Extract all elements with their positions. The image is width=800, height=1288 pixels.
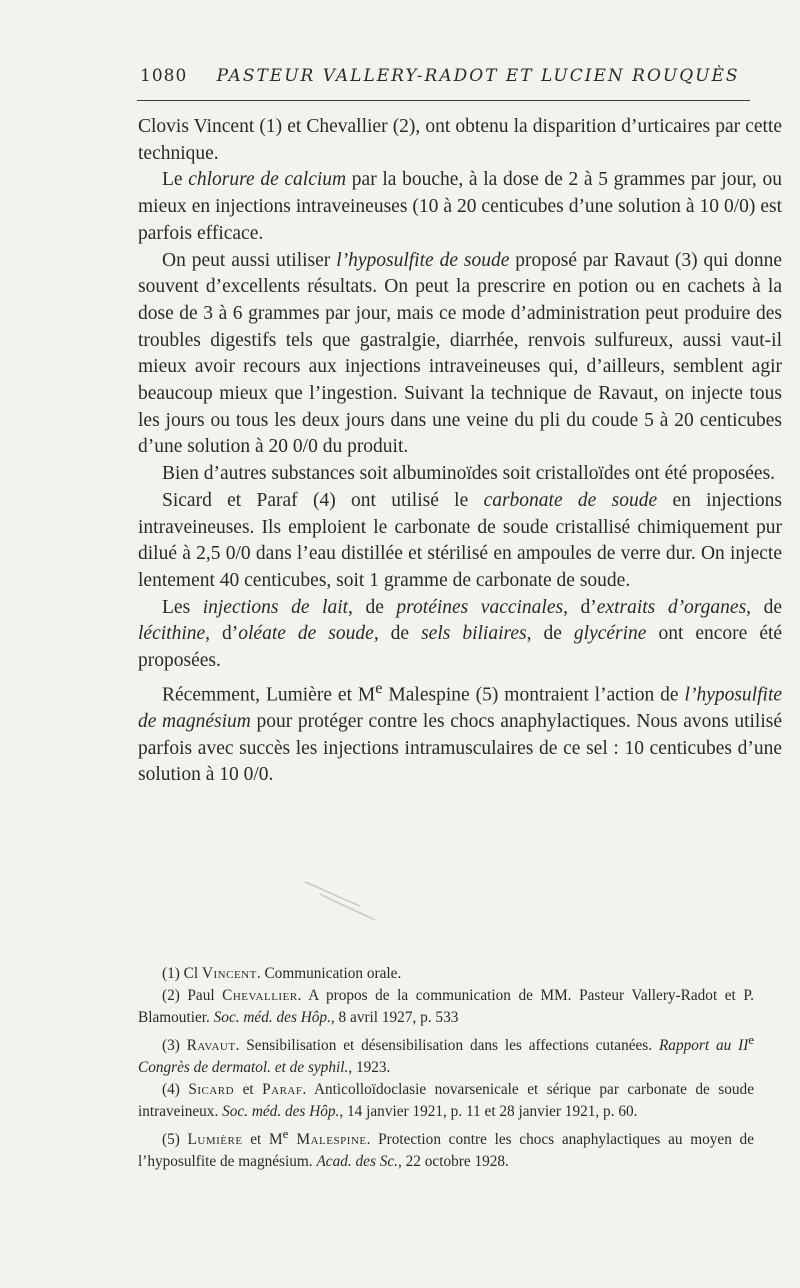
paragraph-4: Bien d’autres substances soit albuminoïdes soit cristalloïdes ont été proposées. — [162, 463, 776, 485]
paragraph-7: Récemment, Lumière et Me Malespine (5) montraient l’action de l’hyposulfite de magnésium pour protéger contre les chocs anaphylactiques. Nous avons utilisé parfois avec succès les injections intramusculaires de ce sel : 10 centicubes d’une solution à 10 0/0. — [138, 678, 783, 786]
footnote-4: (4) Sicard et Paraf. Anticolloïdoclasie novarsenicale et sérique par carbonate de soude intraveineux. Soc. méd. des Hôp., 14 janvier 1921, p. 11 et 28 janvier 1921, p. 60. — [138, 1081, 754, 1121]
footnote-1: (1) Cl Vincent. Communication orale. — [162, 965, 402, 982]
ink-smudge — [300, 872, 390, 932]
footnote-5: (5) Lumière et Me Malespine. Protection contre les chocs anaphylactiques au moyen de l’hyposulfite de magnésium. Acad. des Sc., 22 octobre 1928. — [138, 1127, 754, 1171]
main-text — [138, 114, 782, 789]
footnote-2: (2) Paul Chevallier. A propos de la communication de MM. Pasteur Vallery-Radot et P. Blamoutier. Soc. méd. des Hôp., 8 avril 1927, p. 533 — [138, 987, 754, 1026]
page-number: 1080 — [140, 66, 188, 86]
paragraph-3: On peut aussi utiliser l’hyposulfite de soude proposé par Ravaut (3) qui donne souvent d’excellents résultats. On peut la prescrire en potion ou en cachets à la dose de 3 à 6 grammes par jour, mais ce mode d’administration peut produire des troubles digestifs tels que gastralgie, diarrhée, renvois sulfureux, aussi vaut-il mieux avoir recours aux injections intraveineuses qui, d’ailleurs, semblent agir beaucoup mieux que l’ingestion. Suivant la technique de Ravaut, on injecte tous les jours ou tous les deux jours dans une veine du pli du coude 5 à 20 centicubes d’une solution à 20 0/0 du produit. — [138, 249, 782, 458]
paragraph-5: Sicard et Paraf (4) ont utilisé le carbonate de soude en injections intraveineuses. Ils emploient le carbonate de soude cristallisé chimiquement pur dilué à 2,5 0/0 dans l’eau distillée et stérilisé en ampoules de verre dur. On injecte lentement 40 centicubes, soit 1 gramme de carbonate de soude. — [138, 489, 782, 591]
paragraph-6: Les injections de lait, de protéines vaccinales, d’extraits d’organes, de lécithine, d’oléate de soude, de sels biliaires, de glycérine ont encore été proposées. — [138, 596, 783, 672]
footnotes — [138, 963, 754, 1173]
paragraph-2: Le chlorure de calcium par la bouche, à la dose de 2 à 5 grammes par jour, ou mieux en injections intraveineuses (10 à 20 centicubes d’une solution à 10 0/0) est parfois efficace. — [138, 169, 782, 244]
header-rule — [137, 100, 750, 101]
running-title: PASTEUR VALLERY-RADOT ET LUCIEN ROUQUÈS — [216, 66, 740, 86]
footnote-3: (3) Ravaut. Sensibilisation et désensibilisation dans les affections cutanées. Rapport au IIe Congrès de dermatol. et de syphil., 1923. — [138, 1033, 754, 1077]
paragraph-1: Clovis Vincent (1) et Chevallier (2), ont obtenu la disparition d’urticaires par cette technique. — [138, 116, 782, 164]
running-header — [140, 66, 750, 86]
